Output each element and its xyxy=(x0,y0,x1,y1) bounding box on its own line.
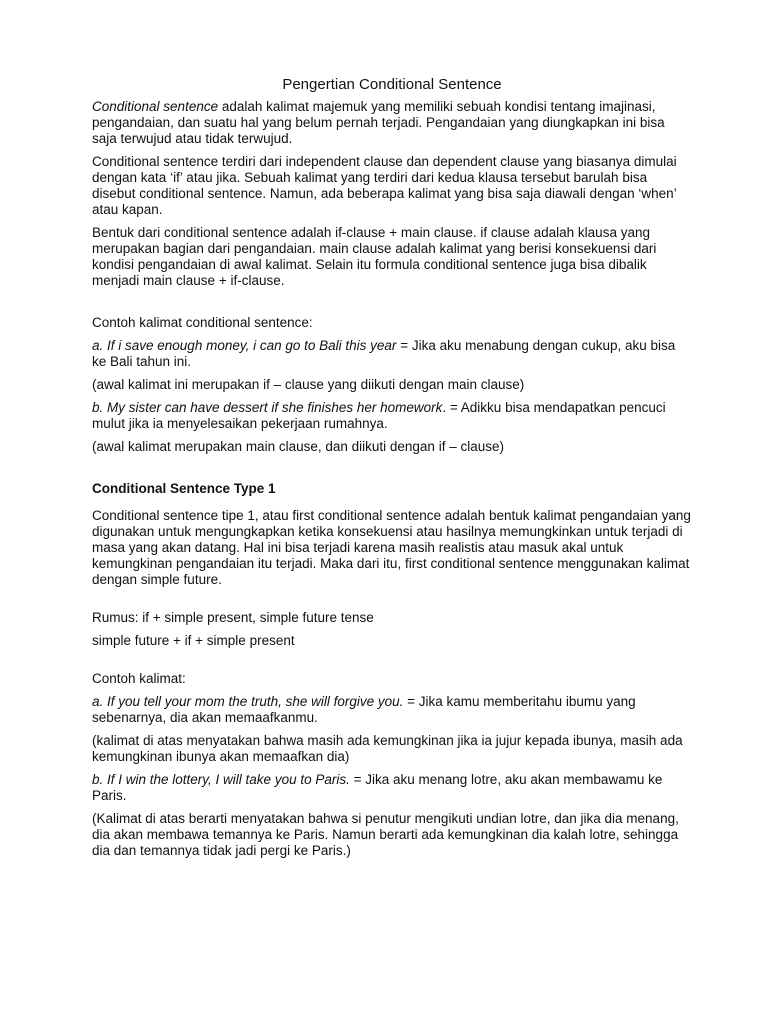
example-a xyxy=(92,338,692,370)
type1-example-b xyxy=(92,772,692,804)
example-b-translation: . = Adikku bisa mendapatkan pencuci mulut jika ia menyelesaikan pekerjaan rumahnya. xyxy=(92,400,666,431)
type1-example-a-note: (kalimat di atas menyatakan bahwa masih ada kemungkinan jika ia jujur kepada ibunya, masih ada kemungkinan ibunya akan memaafkan dia) xyxy=(92,733,683,764)
type1-rumus-2: simple future + if + simple present xyxy=(92,633,295,648)
example-b-note: (awal kalimat merupakan main clause, dan diikuti dengan if – clause) xyxy=(92,439,504,454)
type1-example-b-note: (Kalimat di atas berarti menyatakan bahwa si penutur mengikuti undian lotre, dan jika dia menang, dia akan membawa temannya ke Paris. Namun berarti ada kemungkinan dia kalah lotre, sehingga dia dan temannya tidak jadi pergi ke Paris.) xyxy=(92,811,679,858)
type1-paragraph: Conditional sentence tipe 1, atau first conditional sentence adalah bentuk kalimat pengandaian yang digunakan untuk mengungkapkan ketika konsekuensi atau hasilnya memungkinkan untuk terjadi di masa yang akan datang. Hal ini bisa terjadi karena masih realistis atau masuk akal untuk kemungkinan pengandaian itu terjadi. Maka dari itu, first conditional sentence menggunakan kalimat dengan simple future. xyxy=(92,508,691,587)
intro-paragraph-1 xyxy=(92,99,692,147)
intro-paragraph-2: Conditional sentence terdiri dari independent clause dan dependent clause yang biasanya dimulai dengan kata ‘if’ atau jika. Sebuah kalimat yang terdiri dari kedua klausa tersebut barulah bisa disebut conditional sentence. Namun, ada beberapa kalimat yang bisa saja diawali dengan ‘when’ atau kapan. xyxy=(92,154,677,217)
type1-example-a xyxy=(92,694,692,726)
example-a-note: (awal kalimat ini merupakan if – clause yang diikuti dengan main clause) xyxy=(92,377,525,392)
type1-example-b-sentence: b. If I win the lottery, I will take you to Paris. xyxy=(92,772,350,787)
example-a-sentence: a. If i save enough money, i can go to Bali this year xyxy=(92,338,397,353)
examples-heading: Contoh kalimat conditional sentence: xyxy=(92,315,313,330)
example-b xyxy=(92,400,692,432)
page-title: Pengertian Conditional Sentence xyxy=(282,76,502,93)
type1-example-b-translation: = Jika aku menang lotre, aku akan membawamu ke Paris. xyxy=(92,772,663,803)
type1-contoh-heading: Contoh kalimat: xyxy=(92,671,186,686)
intro-term: Conditional sentence xyxy=(92,99,219,114)
example-a-translation: = Jika aku menabung dengan cukup, aku bisa ke Bali tahun ini. xyxy=(92,338,676,369)
type1-example-a-sentence: a. If you tell your mom the truth, she will forgive you. xyxy=(92,694,404,709)
type1-example-a-translation: = Jika kamu memberitahu ibumu yang sebenarnya, dia akan memaafkanmu. xyxy=(92,694,636,725)
type1-rumus-1: Rumus: if + simple present, simple future tense xyxy=(92,610,374,625)
intro-paragraph-1-text: adalah kalimat majemuk yang memiliki sebuah kondisi tentang imajinasi, pengandaian, dan suatu hal yang belum pernah terjadi. Pengandaian yang diungkapkan ini bisa saja terwujud atau tidak terwujud. xyxy=(92,99,665,146)
type1-heading: Conditional Sentence Type 1 xyxy=(92,481,276,496)
intro-paragraph-3: Bentuk dari conditional sentence adalah if-clause + main clause. if clause adalah klausa yang merupakan bagian dari pengandaian. main clause adalah kalimat yang berisi konsekuensi dari kondisi pengandaian di awal kalimat. Selain itu formula conditional sentence juga bisa dibalik menjadi main clause + if-clause. xyxy=(92,225,657,288)
example-b-sentence: b. My sister can have dessert if she finishes her homework xyxy=(92,400,443,415)
document-page xyxy=(92,76,692,866)
